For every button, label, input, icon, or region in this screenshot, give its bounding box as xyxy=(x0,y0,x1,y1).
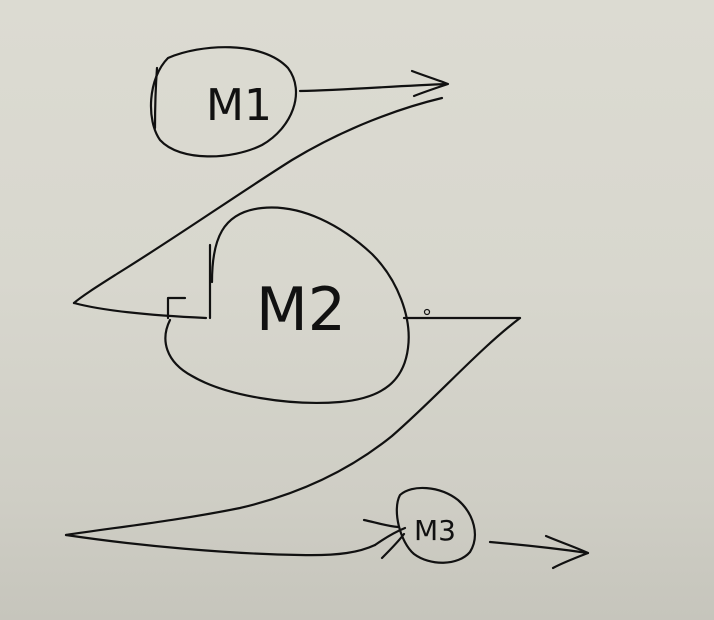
m1-output-arrow xyxy=(300,84,447,91)
marker-circle xyxy=(425,310,430,315)
feedback-line-lower xyxy=(66,318,520,535)
m1-label: M1 xyxy=(206,80,272,131)
m2-input-line xyxy=(74,303,206,318)
m3-label: M3 xyxy=(414,514,456,547)
m3-input-line xyxy=(66,535,375,555)
m3-input-arrow xyxy=(364,520,398,527)
m2-label: M2 xyxy=(256,275,346,345)
